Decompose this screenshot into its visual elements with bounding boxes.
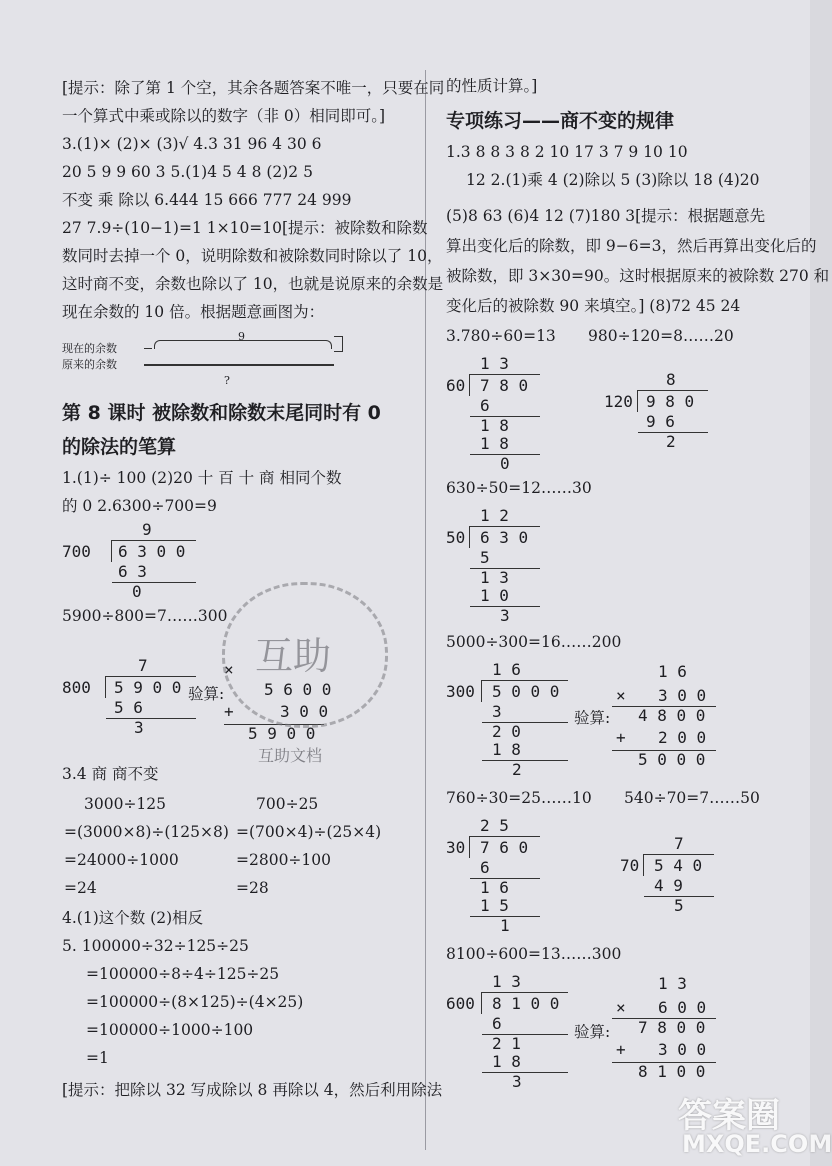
dividend: 5 4 0 — [654, 856, 703, 875]
calc-line: =28 — [236, 879, 269, 897]
answer-line: 27 7.9÷(10−1)=1 1×10=10[提示：被除数和除数 — [62, 219, 428, 237]
division-bar — [638, 390, 708, 391]
subtraction-bar — [112, 582, 196, 583]
dividend: 5 9 0 0 — [114, 678, 182, 697]
division-bracket — [469, 374, 470, 396]
division-bracket — [111, 540, 112, 562]
division-equation: 3.780÷60=13 — [446, 327, 556, 345]
diagram-label-now: 现在的余数 — [62, 342, 117, 355]
lesson-title: 的除法的笔算 — [62, 436, 177, 458]
division-bar — [470, 836, 540, 837]
division-bracket — [481, 992, 482, 1014]
watermark-logo: 答案圈 — [678, 1096, 780, 1136]
divisor: 30 — [446, 838, 466, 857]
partial: 2 0 — [492, 722, 521, 741]
division-bracket — [481, 680, 482, 702]
lesson-title: 第 8 课时 被除数和除数末尾同时有 0 — [62, 402, 381, 424]
division-bar — [482, 992, 568, 993]
verify-remainder: 2 0 0 — [658, 728, 707, 747]
hint-line: 算出变化后的除数，即 9−6=3，然后再算出变化后的 — [446, 237, 817, 255]
subtraction-bar — [482, 760, 568, 761]
hint-line: [提示：把除以 32 写成除以 8 再除以 4，然后利用除法 — [62, 1081, 443, 1099]
dividend: 8 1 0 0 — [492, 994, 560, 1013]
divisor: 600 — [446, 994, 475, 1013]
hint-line: 数同时去掉一个 0，说明除数和被除数同时除以了 10， — [62, 247, 443, 265]
diagram-now-bar — [144, 348, 152, 349]
hint-line: 变化后的被除数 90 来填空。] (8)72 45 24 — [446, 297, 741, 315]
verify-plus-sign: + — [616, 1040, 626, 1059]
verify-result: 8 1 0 0 — [638, 1062, 706, 1081]
remainder: 1 — [500, 916, 510, 935]
division-bar — [644, 854, 714, 855]
long-division-5900 — [62, 656, 202, 736]
division-bracket — [469, 836, 470, 858]
calc-line: 5. 100000÷32÷125÷25 — [62, 937, 249, 955]
remainder: 3 — [512, 1072, 522, 1091]
verify-remainder: 3 0 0 — [658, 1040, 707, 1059]
division-bracket — [637, 390, 638, 412]
remainder-diagram — [62, 330, 352, 394]
hint-line: 现在余数的 10 倍。根据题意画图为： — [62, 303, 325, 321]
calc-line: 700÷25 — [256, 795, 319, 813]
division-equation: 8100÷600=13……300 — [446, 945, 622, 963]
division-bar — [482, 680, 568, 681]
remainder: 3 — [500, 606, 510, 625]
quotient: 1 3 — [480, 354, 509, 373]
partial: 1 8 — [480, 416, 509, 435]
answer-line: 3.(1)× (2)× (3)√ 4.3 31 96 4 30 6 — [62, 135, 322, 153]
calc-line: 3000÷125 — [84, 795, 167, 813]
quotient: 7 — [674, 834, 684, 853]
divisor: 60 — [446, 376, 466, 395]
diagram-label-orig: 原来的余数 — [62, 358, 117, 371]
check-label: 验算: — [574, 1023, 611, 1041]
divisor: 50 — [446, 528, 466, 547]
calc-line: =1 — [86, 1049, 109, 1067]
dividend: 9 8 0 — [646, 392, 695, 411]
hint-line: 被除数，即 3×30=90。这时根据原来的被除数 270 和 — [446, 267, 830, 285]
answer-line: 的 0 2.6300÷700=9 — [62, 497, 217, 515]
division-bar — [470, 374, 540, 375]
dividend: 7 8 0 — [480, 376, 529, 395]
long-division-8100 — [446, 972, 576, 1092]
answer-line: 1.(1)÷ 100 (2)20 十 百 十 商 相同个数 — [62, 469, 342, 487]
verify-multiply-sign: × — [616, 998, 626, 1017]
long-division-760 — [446, 816, 556, 936]
verify-plus-sign: + — [224, 702, 234, 721]
division-equation: 630÷50=12……30 — [446, 479, 592, 497]
product: 6 — [492, 1014, 502, 1033]
dividend: 6 3 0 0 — [118, 542, 186, 561]
diagram-orig-bar — [144, 364, 334, 366]
quotient: 1 6 — [492, 660, 521, 679]
verify-plus-sign: + — [616, 728, 626, 747]
division-bracket — [469, 526, 470, 548]
hint-line: 一个算式中乘或除以的数字（非 0）相同即可。] — [62, 107, 386, 125]
quotient: 1 3 — [492, 972, 521, 991]
remainder: 0 — [132, 582, 142, 601]
divisor: 700 — [62, 542, 91, 561]
verification-8100 — [612, 974, 722, 1084]
calc-line: =100000÷1000÷100 — [86, 1021, 254, 1039]
stamp-caption: 互助文档 — [258, 746, 323, 765]
stamp-text: 互助 — [255, 634, 332, 678]
answer-line: 不变 乘 除以 6.444 15 666 777 24 999 — [62, 191, 352, 209]
diagram-nine: 9 — [238, 330, 245, 343]
divisor: 120 — [604, 392, 633, 411]
long-division-6300 — [62, 520, 202, 600]
divisor: 300 — [446, 682, 475, 701]
partial: 1 3 — [480, 568, 509, 587]
diagram-bracket — [334, 336, 343, 352]
product: 1 8 — [492, 740, 521, 759]
division-bar — [106, 676, 196, 677]
product: 5 — [480, 548, 490, 567]
calc-line: =2800÷100 — [236, 851, 332, 869]
division-equation: 760÷30=25……10 — [446, 789, 592, 807]
division-bar — [112, 540, 196, 541]
product: 1 0 — [480, 586, 509, 605]
verify-multiply-sign: × — [616, 686, 626, 705]
divisor: 70 — [620, 856, 640, 875]
calc-line: =100000÷(8×125)÷(4×25) — [86, 993, 304, 1011]
partial: 1 6 — [480, 878, 509, 897]
quotient: 7 — [138, 656, 148, 675]
divisor: 800 — [62, 678, 91, 697]
verify-result: 5 9 0 0 — [248, 724, 316, 743]
division-equation: 5000÷300=16……200 — [446, 633, 622, 651]
long-division-630 — [446, 506, 556, 626]
quotient: 2 5 — [480, 816, 509, 835]
product: 6 3 — [118, 562, 147, 581]
long-division-780 — [446, 354, 556, 473]
calc-line: =24 — [64, 879, 97, 897]
subtraction-bar — [106, 718, 196, 719]
verify-multiply-sign: × — [224, 660, 234, 679]
answer-line: 3.4 商 商不变 — [62, 765, 159, 783]
verify-multiplier: 6 0 0 — [658, 998, 707, 1017]
subtraction-bar — [482, 1072, 568, 1073]
remainder: 5 — [674, 896, 684, 915]
verify-product: 5 6 0 0 — [264, 680, 332, 699]
quotient: 8 — [666, 370, 676, 389]
calc-line: =(700×4)÷(25×4) — [236, 823, 382, 841]
quotient: 1 2 — [480, 506, 509, 525]
calc-line: =(3000×8)÷(125×8) — [64, 823, 229, 841]
division-bar — [470, 526, 540, 527]
verify-result: 5 0 0 0 — [638, 750, 706, 769]
diagram-question: ? — [224, 374, 230, 387]
product: 1 8 — [492, 1052, 521, 1071]
product: 1 8 — [480, 434, 509, 453]
dividend: 7 6 0 — [480, 838, 529, 857]
remainder: 0 — [500, 454, 510, 473]
product: 9 6 — [646, 412, 675, 431]
section-title: 专项练习——商不变的规律 — [446, 110, 675, 132]
verify-product: 7 8 0 0 — [638, 1018, 706, 1037]
partial: 2 1 — [492, 1034, 521, 1053]
calc-line: =100000÷8÷4÷125÷25 — [86, 965, 280, 983]
answer-line: 4.(1)这个数 (2)相反 — [62, 909, 204, 927]
answer-line: 1.3 8 8 3 8 2 10 17 3 7 9 10 10 — [446, 143, 688, 161]
division-bracket — [643, 854, 644, 876]
long-division-540 — [620, 834, 730, 914]
verification-5000 — [612, 662, 722, 772]
answer-line: (5)8 63 (6)4 12 (7)180 3[提示：根据题意先 — [446, 207, 766, 225]
hint-line: 这时商不变，余数也除以了 10，也就是说原来的余数是 — [62, 275, 444, 293]
product: 6 — [480, 858, 490, 877]
verify-remainder: 3 0 0 — [280, 702, 329, 721]
dividend: 6 3 0 — [480, 528, 529, 547]
dividend: 5 0 0 0 — [492, 682, 560, 701]
verify-multiplicand: 1 6 — [658, 662, 687, 681]
watermark-url: MXQE.COM — [682, 1130, 832, 1158]
verify-multiplier: 3 0 0 — [658, 686, 707, 705]
long-division-980 — [604, 370, 724, 450]
check-label: 验算: — [574, 709, 611, 727]
division-equation: 980÷120=8……20 — [588, 327, 734, 345]
product: 5 6 — [114, 698, 143, 717]
remainder: 3 — [134, 718, 144, 737]
product: 1 5 — [480, 896, 509, 915]
quotient: 9 — [142, 520, 152, 539]
division-bracket — [105, 676, 106, 698]
remainder: 2 — [666, 432, 676, 451]
verify-multiplicand: 1 3 — [658, 974, 687, 993]
answer-line: 12 2.(1)乘 4 (2)除以 5 (3)除以 18 (4)20 — [466, 171, 760, 189]
check-label: 验算: — [188, 685, 225, 703]
long-division-5000 — [446, 660, 576, 780]
remainder: 2 — [512, 760, 522, 779]
division-equation: 540÷70=7……50 — [624, 789, 760, 807]
division-equation: 5900÷800=7……300 — [62, 607, 228, 625]
hint-line: [提示：除了第 1 个空，其余各题答案不唯一，只要在同 — [62, 79, 445, 97]
product: 3 — [492, 702, 502, 721]
calc-line: =24000÷1000 — [64, 851, 179, 869]
product: 6 — [480, 396, 490, 415]
answer-line: 20 5 9 9 60 3 5.(1)4 5 4 8 (2)2 5 — [62, 163, 313, 181]
hint-line: 的性质计算。] — [446, 77, 538, 95]
product: 4 9 — [654, 876, 683, 895]
verify-product: 4 8 0 0 — [638, 706, 706, 725]
